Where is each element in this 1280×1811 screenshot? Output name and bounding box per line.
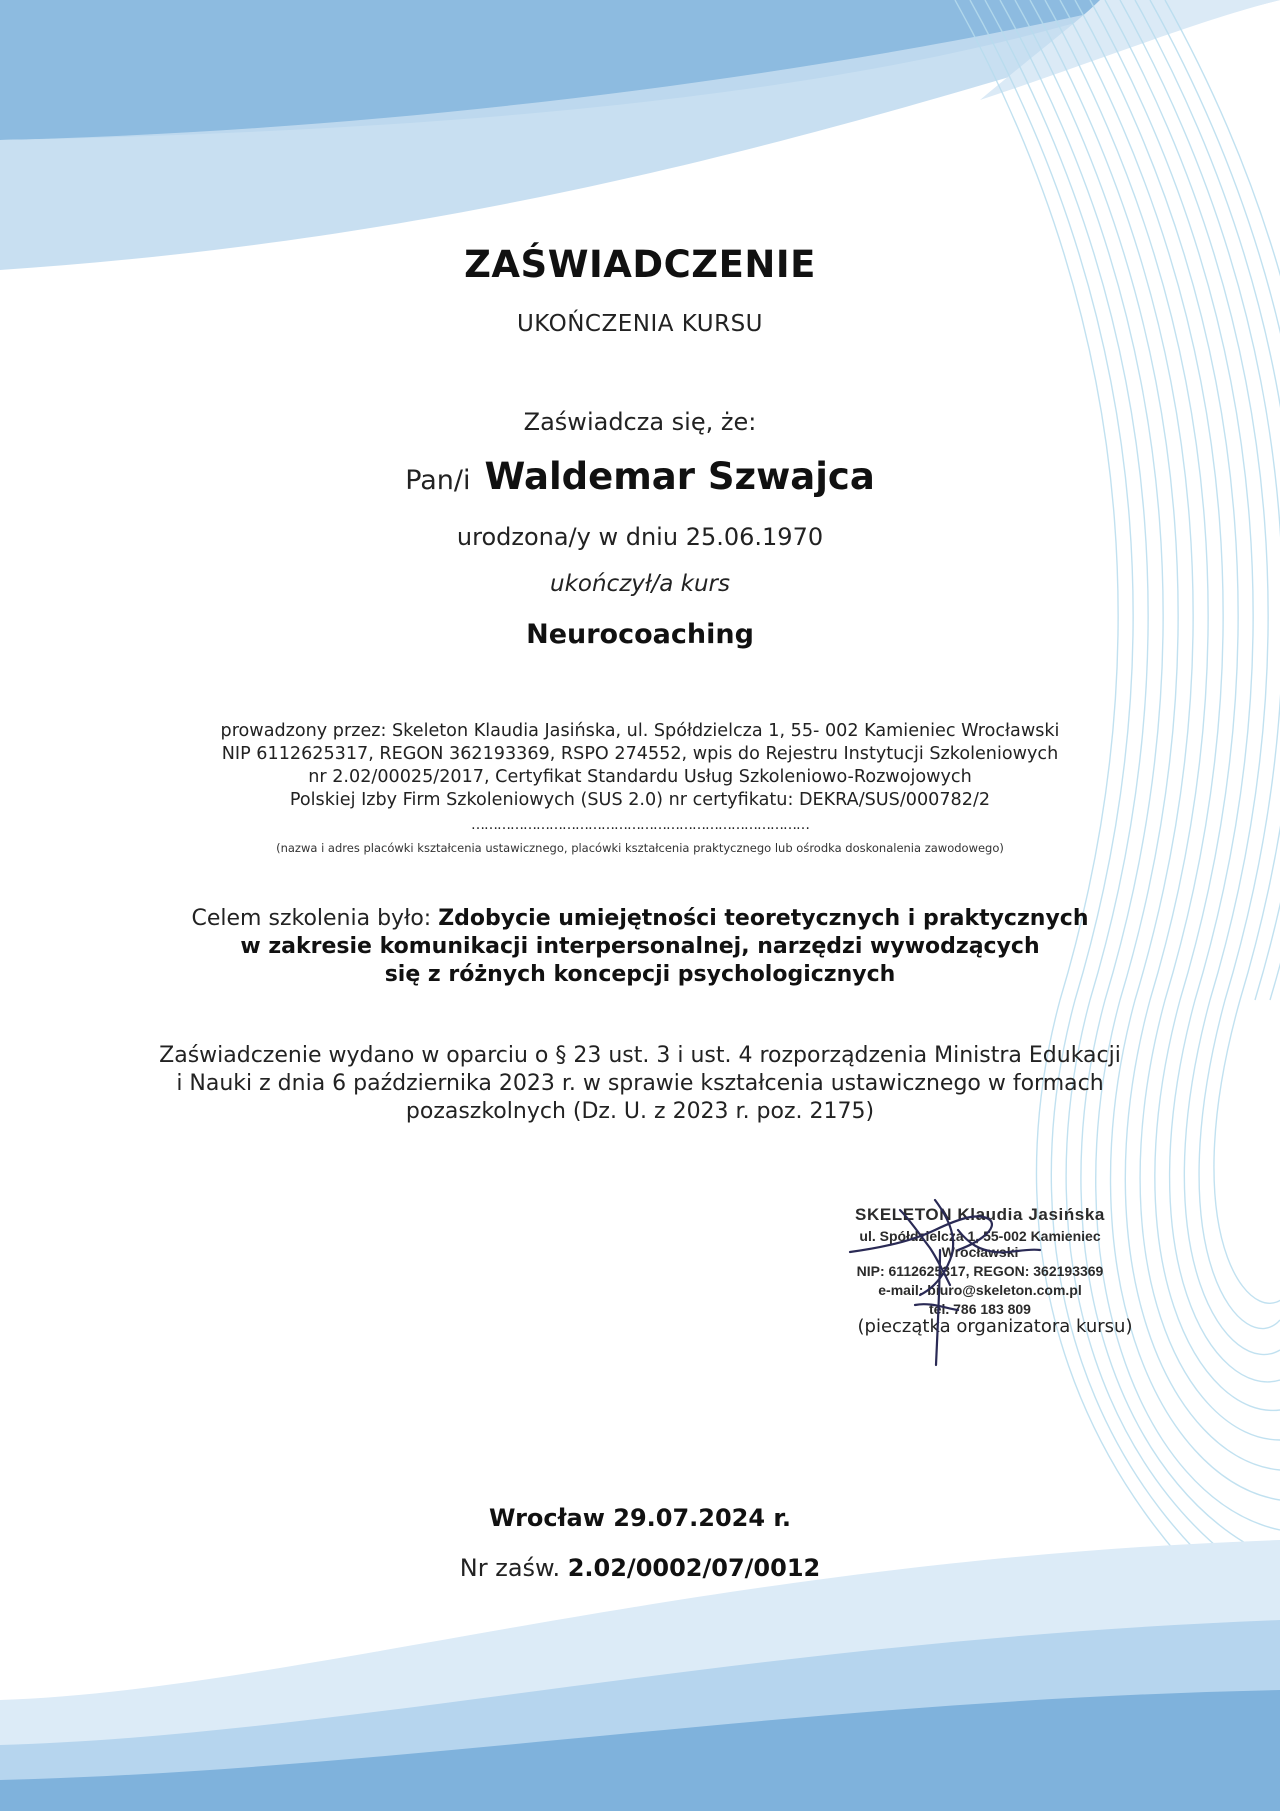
salutation: Pan/i (405, 465, 471, 496)
signature-icon (840, 1190, 1060, 1370)
place-and-date: Wrocław 29.07.2024 r. (489, 1504, 791, 1532)
goal-line: w zakresie komunikacji interpersonalnej, narzędzi wywodzących (240, 934, 1040, 959)
goal-line: Zdobycie umiejętności teoretycznych i praktycznych (438, 906, 1089, 931)
legal-basis (0, 1042, 1280, 1126)
certificate-subtitle: UKOŃCZENIA KURSU (516, 311, 764, 337)
legal-line: Zaświadczenie wydano w oparciu o § 23 ust. 3 i ust. 4 rozporządzenia Ministra Edukacji (159, 1043, 1121, 1068)
stamp-phone: tel. 786 183 809 (929, 1301, 1031, 1317)
legal-line: i Nauki z dnia 6 października 2023 r. w sprawie kształcenia ustawicznego w formach (176, 1071, 1104, 1096)
certificate-title: ZAŚWIADCZENIE (464, 243, 816, 286)
stamp-ids: NIP: 6112625317, REGON: 362193369 (856, 1263, 1104, 1279)
cert-no-value: 2.02/0002/07/0012 (567, 1554, 821, 1582)
cert-no-label: Nr zaśw. (459, 1554, 568, 1582)
organizer-line: Polskiej Izby Firm Szkoleniowych (SUS 2.0) nr certyfikatu: DEKRA/SUS/000782/2 (289, 790, 991, 810)
stamp-address: ul. Spółdzielcza 1, 55-002 Kamieniec Wrocławski (859, 1228, 1101, 1260)
organizer-line: nr 2.02/00025/2017, Certyfikat Standardu Usług Szkoleniowo-Rozwojowych (308, 767, 972, 787)
legal-line: pozaszkolnych (Dz. U. z 2023 r. poz. 2175) (405, 1099, 875, 1124)
stamp-name: SKELETON Klaudia Jasińska (855, 1205, 1105, 1224)
goal-line: się z różnych koncepcji psychologicznych (384, 962, 896, 987)
certifies-text: Zaświadcza się, że: (523, 408, 757, 436)
stamp-caption: (pieczątka organizatora kursu) (857, 1316, 1133, 1337)
recipient-name: Waldemar Szwajca (484, 455, 875, 498)
organizer-block (0, 720, 1280, 812)
stamp-email: e-mail: biuro@skeleton.com.pl (878, 1282, 1082, 1298)
goal-label: Celem szkolenia było: (191, 906, 439, 931)
dotted-line: …………………………………………………………………… (471, 817, 809, 833)
certificate-number (0, 1554, 1280, 1582)
training-goal (0, 905, 1280, 989)
organizer-line: prowadzony przez: Skeleton Klaudia Jasińska, ul. Spółdzielcza 1, 55- 002 Kamieniec Wrocławski (220, 721, 1060, 741)
completed-text: ukończył/a kurs (550, 571, 730, 597)
recipient-row (0, 455, 1280, 498)
course-name: Neurocoaching (526, 619, 754, 650)
organizer-caption: (nazwa i adres placówki kształcenia ustawicznego, placówki kształcenia praktycznego lub ośrodka doskonalenia zawodowego) (276, 841, 1004, 855)
organizer-line: NIP 6112625317, REGON 362193369, RSPO 274552, wpis do Rejestru Instytucji Szkoleniowych (221, 744, 1059, 764)
birth-date-line: urodzona/y w dniu 25.06.1970 (456, 523, 824, 551)
